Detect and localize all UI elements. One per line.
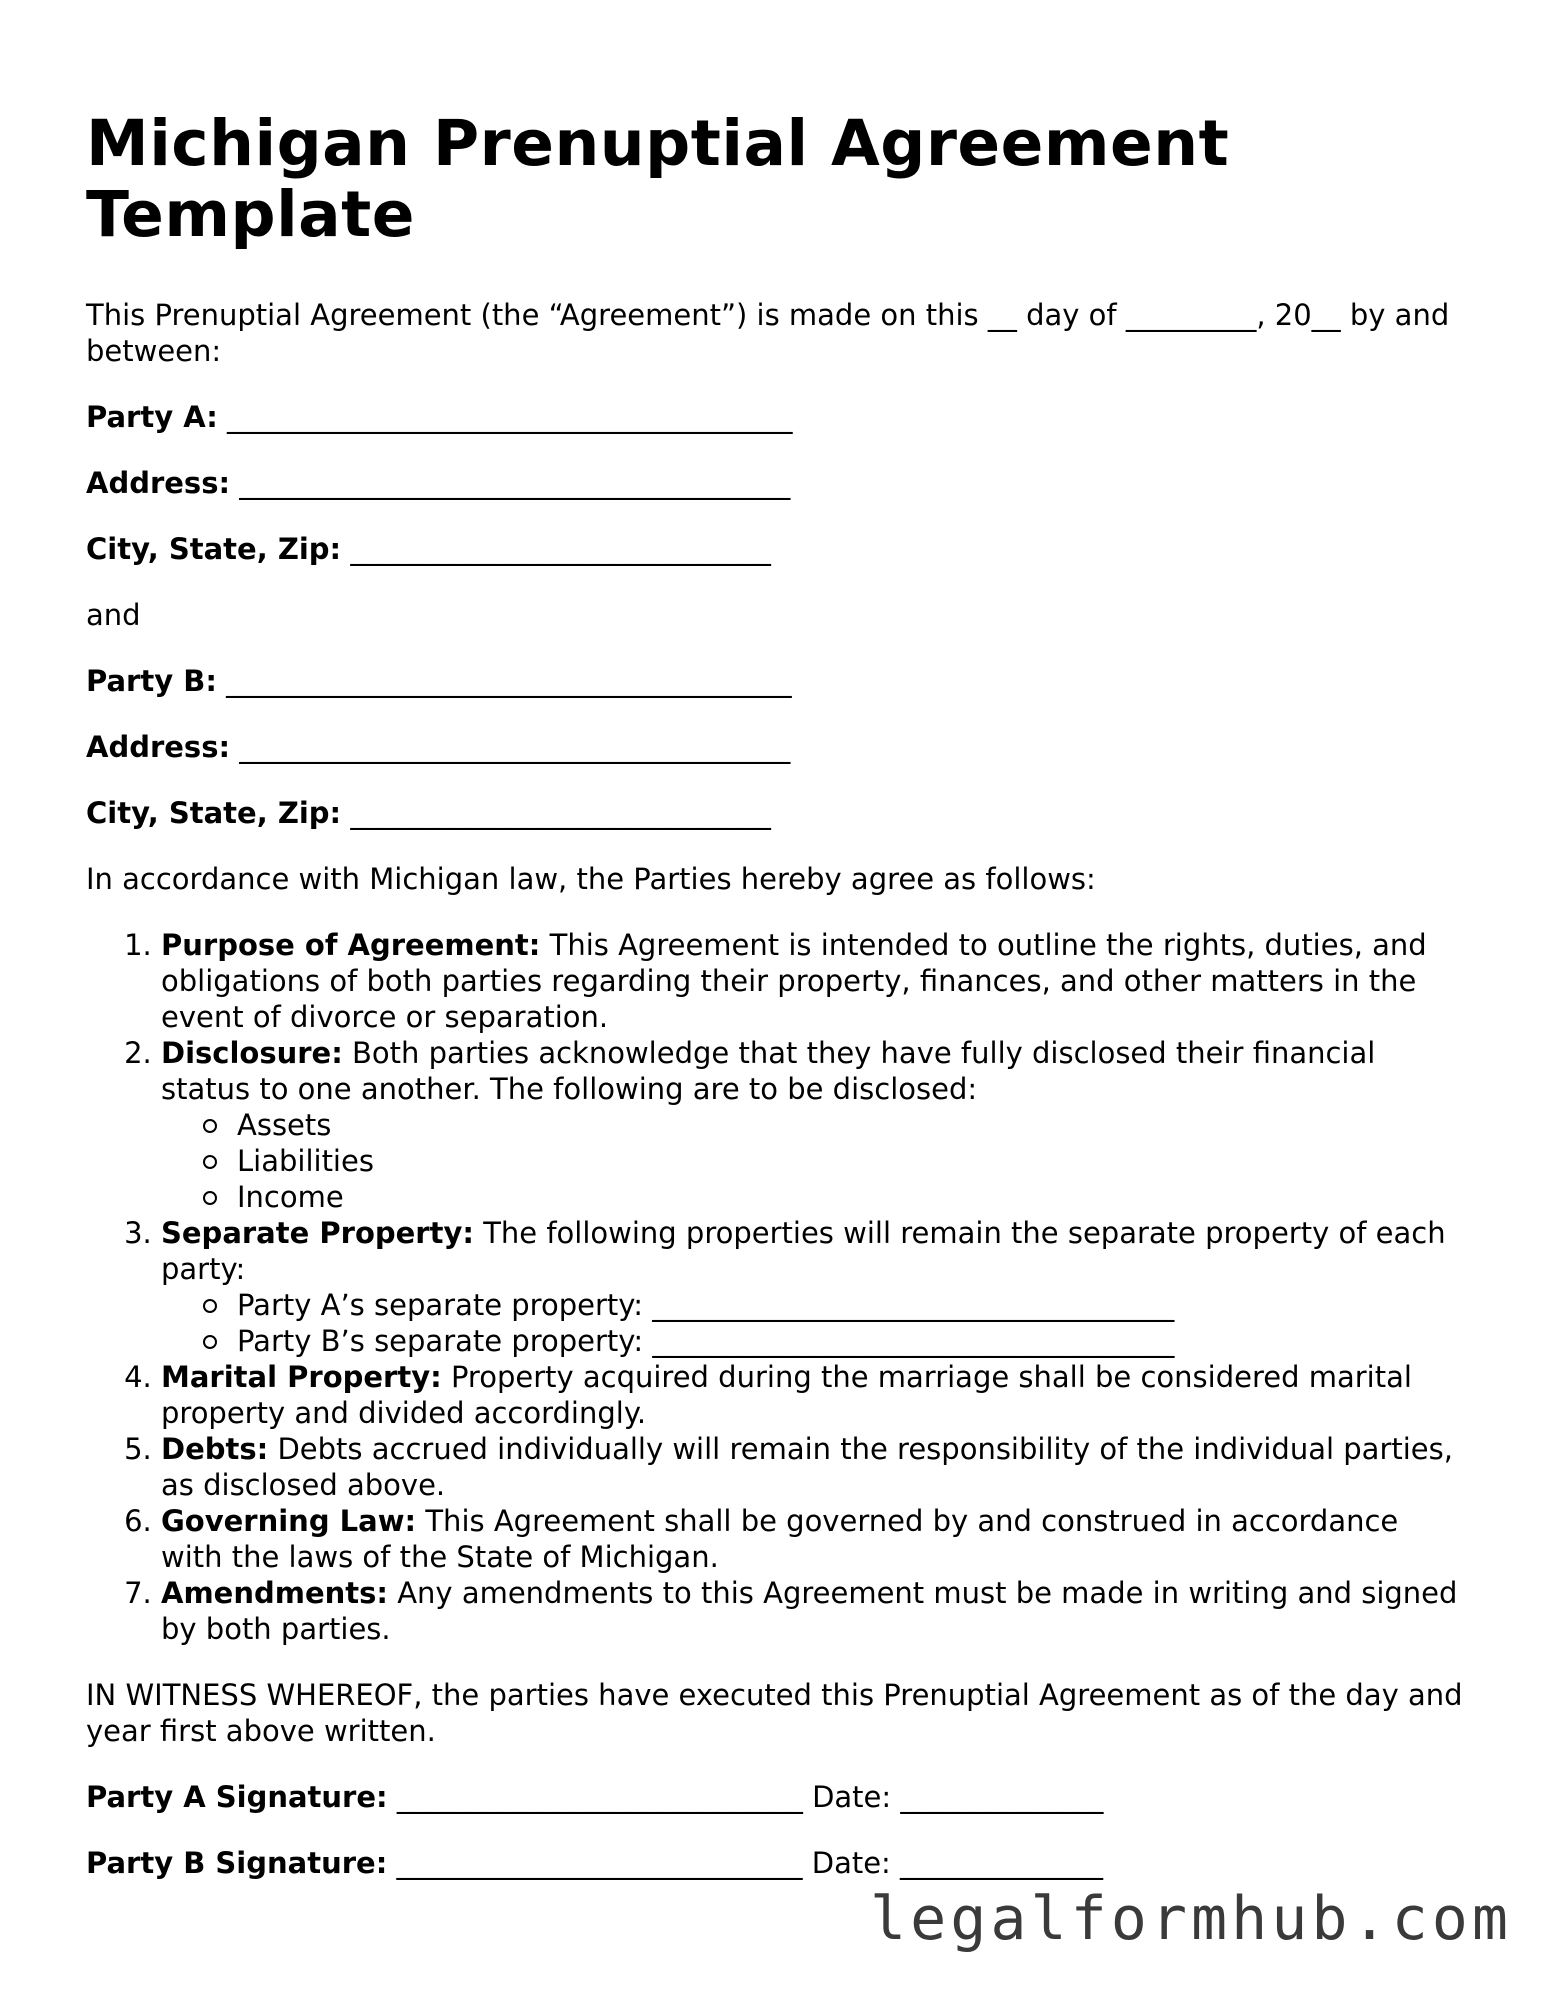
intro-paragraph: This Prenuptial Agreement (the “Agreement”) is made on this __ day of _________, 20__ by and between: <box>86 298 1450 368</box>
list-item <box>203 1143 1466 1179</box>
term-disclosure <box>161 1035 1466 1215</box>
document-page <box>86 108 1466 1911</box>
term-title: Purpose of Agreement: <box>161 928 541 962</box>
title-line-2: Template <box>86 178 416 251</box>
term-title: Marital Property: <box>161 1360 442 1394</box>
witness-paragraph: IN WITNESS WHEREOF, the parties have executed this Prenuptial Agreement as of the day and year first above written. <box>86 1678 1463 1748</box>
party-a-name-blank[interactable]: _______________________________________ <box>227 400 793 434</box>
circle-bullet-icon <box>203 1299 217 1313</box>
party-a-city-blank[interactable]: _____________________________ <box>350 532 771 566</box>
sub-item-text: Income <box>237 1180 344 1214</box>
term-text: Both parties acknowledge that they have fully disclosed their financial status to one another. The following are to be disclosed: <box>161 1036 1376 1106</box>
party-b-name-blank[interactable]: _______________________________________ <box>226 664 792 698</box>
party-a-name-field <box>86 399 1466 435</box>
term-amendments <box>161 1575 1466 1647</box>
party-b-address-label: Address: <box>86 730 231 764</box>
party-a-signature-row <box>86 1779 1466 1815</box>
party-b-city-field <box>86 795 1466 831</box>
party-b-address-field <box>86 729 1466 765</box>
party-b-address-blank[interactable]: ______________________________________ <box>239 730 791 764</box>
page-title <box>86 108 1466 250</box>
term-debts <box>161 1431 1466 1503</box>
party-b-signature-blank[interactable]: ____________________________ <box>396 1846 803 1880</box>
term-text: The following properties will remain the separate property of each party: <box>161 1216 1446 1286</box>
terms-list <box>86 927 1466 1647</box>
party-b-city-label: City, State, Zip: <box>86 796 342 830</box>
party-b-signature-label: Party B Signature: <box>86 1846 388 1880</box>
list-item <box>203 1287 1466 1323</box>
list-item <box>203 1107 1466 1143</box>
party-a-address-label: Address: <box>86 466 231 500</box>
and-text: and <box>86 598 141 632</box>
list-item <box>203 1179 1466 1215</box>
term-title: Amendments: <box>161 1576 388 1610</box>
term-title: Separate Property: <box>161 1216 474 1250</box>
party-a-city-field <box>86 531 1466 567</box>
party-a-signature-blank[interactable]: ____________________________ <box>396 1780 803 1814</box>
accordance-paragraph: In accordance with Michigan law, the Parties hereby agree as follows: <box>86 862 1096 896</box>
disclosure-sublist <box>161 1107 1466 1215</box>
term-separate-property <box>161 1215 1466 1359</box>
party-a-address-blank[interactable]: ______________________________________ <box>239 466 791 500</box>
party-b-date-label: Date: <box>811 1846 891 1880</box>
party-a-date-blank[interactable]: ______________ <box>900 1780 1104 1814</box>
party-b-date-blank[interactable]: ______________ <box>900 1846 1104 1880</box>
term-title: Disclosure: <box>161 1036 343 1070</box>
circle-bullet-icon <box>203 1335 217 1349</box>
term-text: This Agreement is intended to outline the rights, duties, and obligations of both parties regarding their property, finances, and other matters in the event of divorce or separation. <box>161 928 1427 1034</box>
circle-bullet-icon <box>203 1119 217 1133</box>
party-b-name-label: Party B: <box>86 664 217 698</box>
party-a-name-label: Party A: <box>86 400 218 434</box>
party-b-city-blank[interactable]: _____________________________ <box>350 796 771 830</box>
title-line-1: Michigan Prenuptial Agreement <box>86 107 1230 180</box>
list-item <box>203 1323 1466 1359</box>
term-purpose <box>161 927 1466 1035</box>
party-b-signature-row <box>86 1845 1466 1881</box>
term-text: Debts accrued individually will remain the responsibility of the individual parties, as disclosed above. <box>161 1432 1453 1502</box>
party-a-separate-property-field[interactable]: Party A’s separate property: ____________________________________ <box>237 1288 1175 1322</box>
party-a-date-label: Date: <box>812 1780 892 1814</box>
term-title: Governing Law: <box>161 1504 417 1538</box>
circle-bullet-icon <box>203 1191 217 1205</box>
separate-property-sublist <box>161 1287 1466 1359</box>
sub-item-text: Liabilities <box>237 1144 374 1178</box>
term-governing-law <box>161 1503 1466 1575</box>
term-text: Any amendments to this Agreement must be made in writing and signed by both parties. <box>161 1576 1458 1646</box>
term-text: Property acquired during the marriage shall be considered marital property and divided accordingly. <box>161 1360 1412 1430</box>
party-b-name-field <box>86 663 1466 699</box>
sub-item-text: Assets <box>237 1108 332 1142</box>
circle-bullet-icon <box>203 1155 217 1169</box>
party-a-city-label: City, State, Zip: <box>86 532 342 566</box>
party-b-separate-property-field[interactable]: Party B’s separate property: ____________________________________ <box>237 1324 1175 1358</box>
term-title: Debts: <box>161 1432 269 1466</box>
watermark: legalformhub.com <box>870 1884 1512 1954</box>
term-text: This Agreement shall be governed by and construed in accordance with the laws of the State of Michigan. <box>161 1504 1399 1574</box>
party-a-address-field <box>86 465 1466 501</box>
term-marital-property <box>161 1359 1466 1431</box>
party-a-signature-label: Party A Signature: <box>86 1780 388 1814</box>
